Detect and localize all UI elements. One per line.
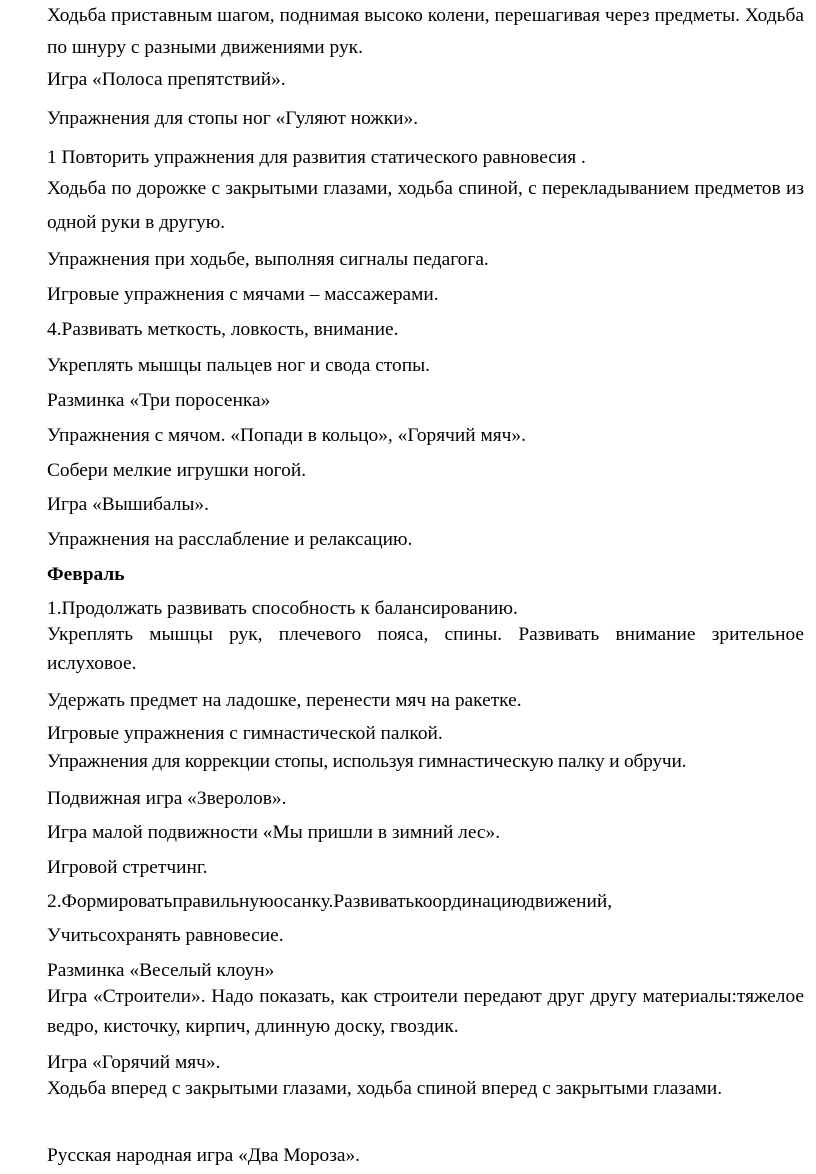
paragraph: Упражнения с мячом. «Попади в кольцо», «Горячий мяч». <box>47 425 526 446</box>
paragraph: 1.Продолжать развивать способность к балансированию. <box>47 598 518 619</box>
paragraph: Упражнения при ходьбе, выполняя сигналы педагога. <box>47 249 489 270</box>
paragraph: Игра «Горячий мяч». <box>47 1052 221 1073</box>
paragraph: Разминка «Три поросенка» <box>47 390 271 411</box>
paragraph: Упражнения на расслабление и релаксацию. <box>47 529 413 550</box>
paragraph: Игра «Полоса препятствий». <box>47 69 286 90</box>
paragraph: Игра малой подвижности «Мы пришли в зимний лес». <box>47 822 501 843</box>
paragraph: Подвижная игра «Зверолов». <box>47 788 287 809</box>
paragraph: Упражнения для стопы ног «Гуляют ножки». <box>47 108 419 129</box>
paragraph: Русская народная игра «Два Мороза». <box>47 1145 361 1166</box>
paragraph: Собери мелкие игрушки ногой. <box>47 460 307 481</box>
paragraph: 1 Повторить упражнения для развития статического равновесия . <box>47 147 586 168</box>
paragraph: Игровые упражнения с гимнастической палкой. <box>47 723 443 744</box>
paragraph: Удержать предмет на ладошке, перенести мяч на ракетке. <box>47 690 522 711</box>
paragraph: 4.Развивать меткость, ловкость, внимание. <box>47 319 399 340</box>
paragraph: Игра «Строители». Надо показать, как строители передают друг другу материалы:тяжелое ведро, кисточку, кирпич, длинную доску, гвоздик. <box>47 986 804 1037</box>
paragraph: 2.Формироватьправильнуюосанку.Развиватькоординациюдвижений, <box>47 891 613 912</box>
paragraph: Ходьба вперед с закрытыми глазами, ходьба спиной вперед с закрытыми глазами. <box>47 1078 723 1099</box>
paragraph: Разминка «Веселый клоун» <box>47 960 275 981</box>
paragraph: Укреплять мышцы рук, плечевого пояса, спины. Развивать внимание зрительное ислуховое. <box>47 624 804 674</box>
paragraph: Укреплять мышцы пальцев ног и свода стопы. <box>47 355 430 376</box>
paragraph: Игровые упражнения с мячами – массажерами. <box>47 284 439 305</box>
paragraph: Ходьба приставным шагом, поднимая высоко колени, перешагивая через предметы. Ходьба по шнуру с разными движениями рук. <box>47 5 804 58</box>
paragraph: Упражнения для коррекции стопы, используя гимнастическую палку и обручи. <box>47 751 687 772</box>
paragraph: Игровой стретчинг. <box>47 857 208 878</box>
paragraph: Ходьба по дорожке с закрытыми глазами, ходьба спиной, с перекладыванием предметов из одной руки в другую. <box>47 178 804 233</box>
section-heading: Февраль <box>47 564 125 585</box>
paragraph: Учитьсохранять равновесие. <box>47 925 284 946</box>
paragraph: Игра «Вышибалы». <box>47 494 209 515</box>
